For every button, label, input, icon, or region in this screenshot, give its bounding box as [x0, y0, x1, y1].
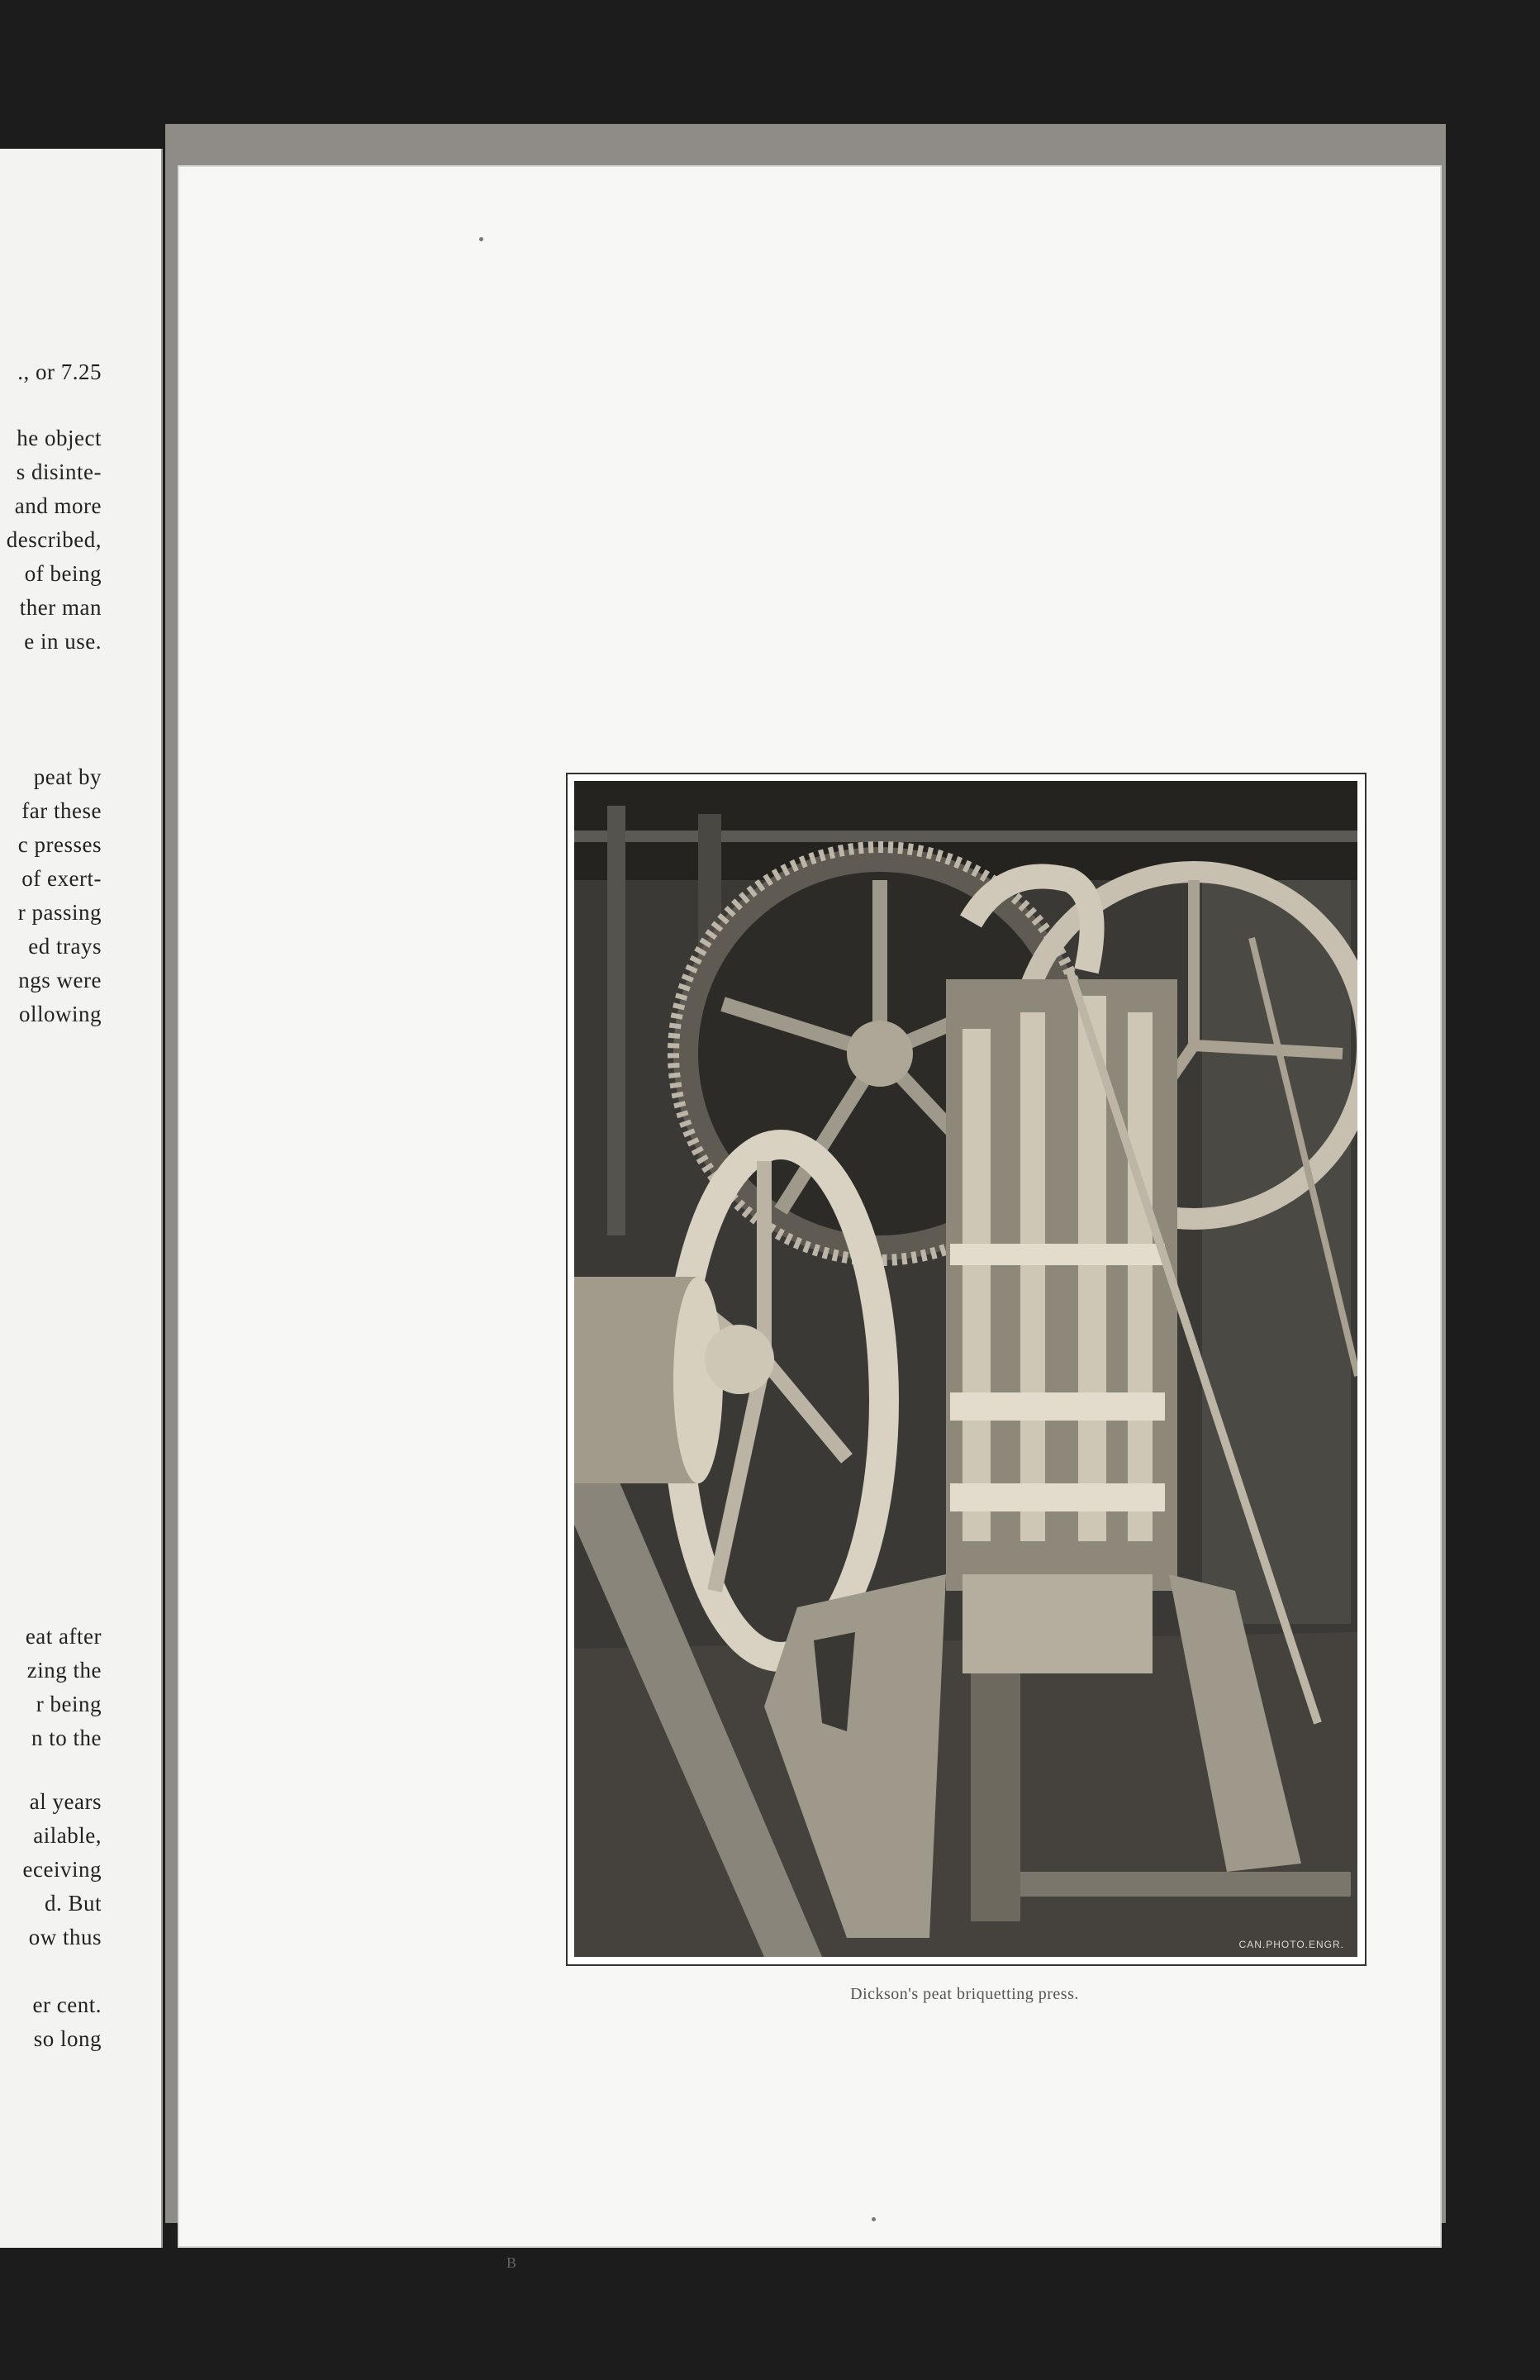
- text-line: described,: [6, 527, 102, 552]
- text-line: eceiving: [22, 1857, 102, 1882]
- paper-speck: [479, 237, 483, 241]
- text-line: of exert-: [21, 866, 102, 891]
- left-page: [0, 149, 163, 2248]
- flywheel-hub: [705, 1325, 774, 1394]
- gear-hub: [847, 1021, 913, 1087]
- lower-ram: [971, 1673, 1020, 1921]
- text-line: r passing: [17, 900, 102, 925]
- text-line: ow thus: [28, 1925, 102, 1949]
- text-line: al years: [29, 1789, 102, 1814]
- right-page: [178, 165, 1442, 2271]
- page-mark: B: [506, 2254, 517, 2271]
- text-line: c presses: [17, 832, 102, 857]
- text-line: of being: [24, 561, 102, 586]
- photo-credit: CAN.PHOTO.ENGR.: [1238, 1939, 1344, 1950]
- text-line: ther man: [19, 595, 102, 620]
- text-line: ailable,: [33, 1823, 102, 1848]
- text-line: zing the: [26, 1658, 102, 1683]
- text-line: n to the: [31, 1726, 102, 1750]
- text-line: eat after: [25, 1624, 102, 1649]
- press-illustration: [574, 781, 1357, 1957]
- text-line: er cent.: [32, 1992, 102, 2017]
- photo-frame: [566, 773, 1367, 1966]
- post: [607, 806, 625, 1235]
- text-line: s disinte-: [16, 459, 102, 484]
- text-line: d. But: [44, 1891, 102, 1916]
- text-line: e in use.: [24, 629, 102, 654]
- photo-caption: Dickson's peat briquetting press.: [850, 1985, 1079, 2003]
- text-line: r being: [36, 1692, 102, 1716]
- press-photograph: [574, 781, 1357, 1957]
- mould-block: [962, 1574, 1153, 1673]
- text-line: ., or 7.25: [17, 359, 102, 384]
- text-line: and more: [14, 493, 102, 518]
- text-line: he object: [17, 426, 102, 450]
- text-line: ed trays: [28, 934, 102, 959]
- paper-speck: [872, 2217, 876, 2221]
- text-line: peat by: [33, 764, 102, 789]
- roof-beam: [574, 831, 1357, 842]
- text-line: ngs were: [18, 968, 102, 992]
- floor-rail: [987, 1872, 1351, 1897]
- text-line: ollowing: [18, 1002, 102, 1026]
- text-line: so long: [33, 2026, 102, 2051]
- text-line: far these: [21, 798, 102, 823]
